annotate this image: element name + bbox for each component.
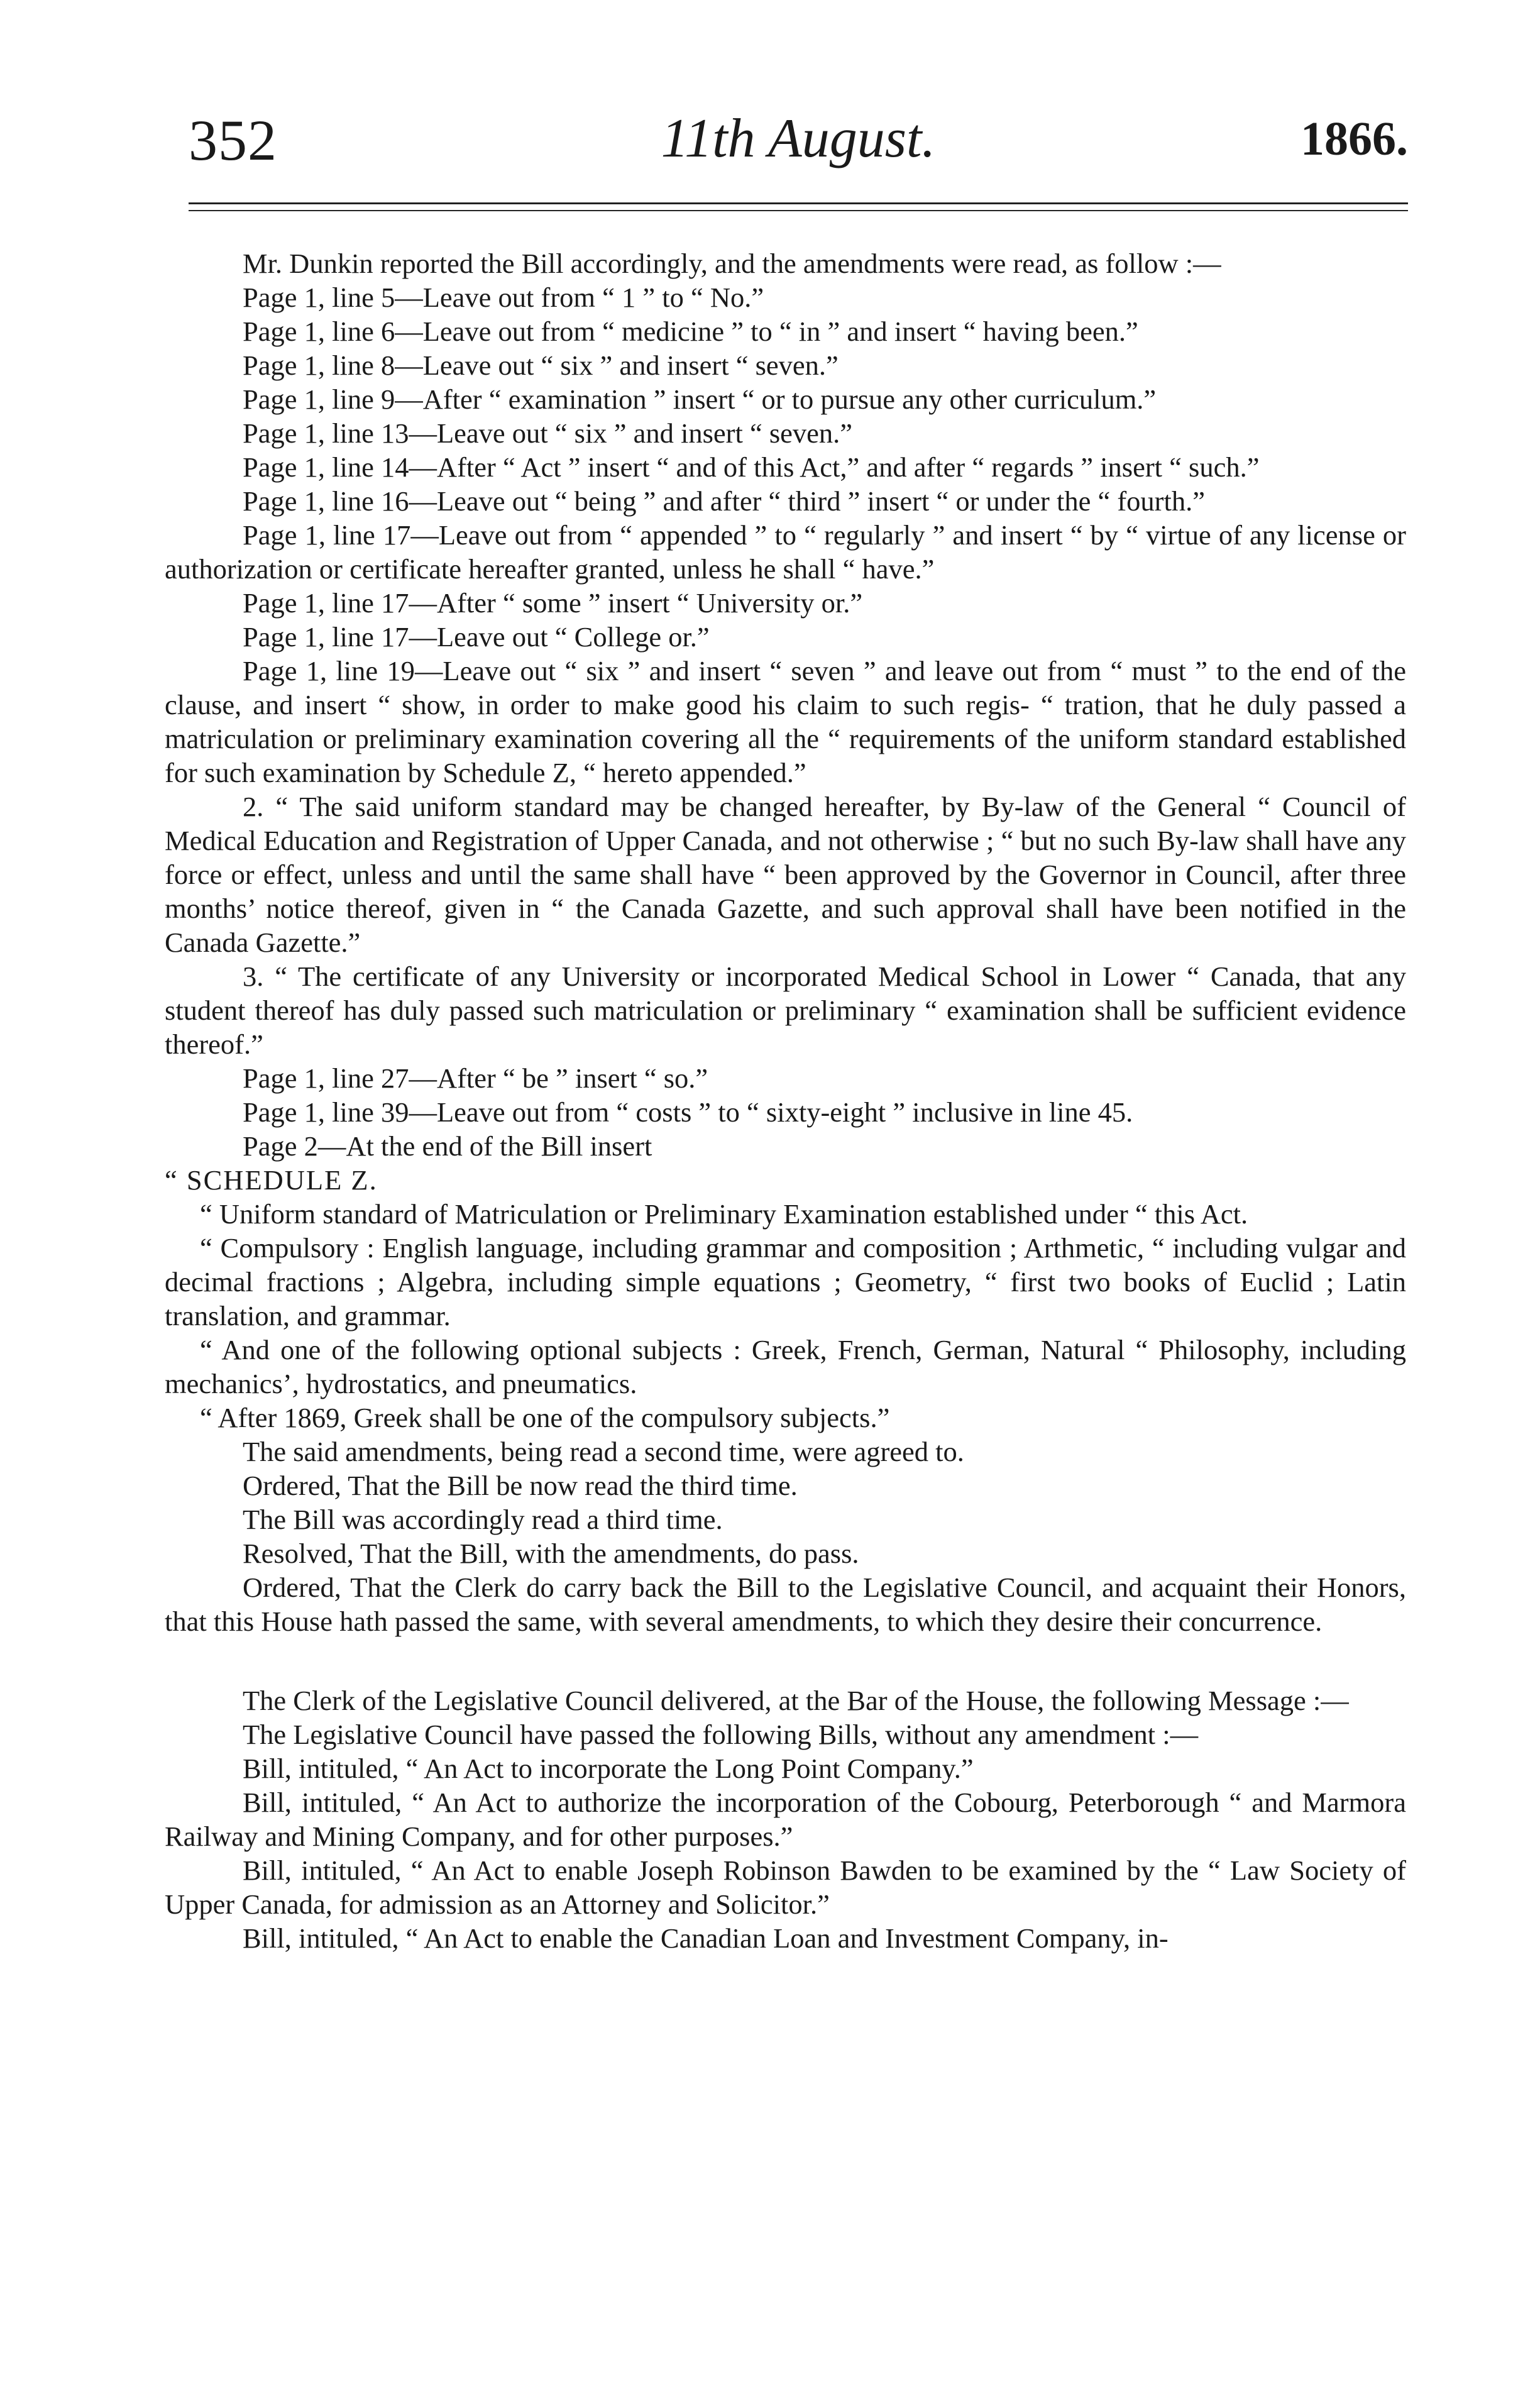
paragraph: “ Compulsory : English language, including grammar and composition ; Arthmetic, “ including vulgar and decimal fractions ; Algebra, including simple equations ; Geometry, “ first two books of Euclid ; Latin translation, and grammar.	[165, 1232, 1406, 1331]
header-date: 11th August.	[661, 108, 936, 169]
paragraph: Page 1, line 8—Leave out “ six ” and insert “ seven.”	[243, 350, 839, 381]
paragraph: Ordered, That the Bill be now read the third time.	[243, 1470, 798, 1501]
header-year: 1866.	[1301, 113, 1408, 165]
paragraph: Page 1, line 17—After “ some ” insert “ University or.”	[243, 587, 863, 619]
paragraph: Page 1, line 6—Leave out from “ medicine ” to “ in ” and insert “ having been.”	[243, 316, 1138, 347]
paragraph: Resolved, That the Bill, with the amendments, do pass.	[243, 1538, 859, 1569]
paragraph: Page 1, line 16—Leave out “ being ” and after “ third ” insert “ or under the “ fourth.”	[243, 485, 1205, 517]
paragraph: 2. “ The said uniform standard may be changed hereafter, by By-law of the General “ Council of Medical Education and Registration of Upper Canada, and not otherwise ; “ but no such By-law shall have any force or effect, unless and until the same shall have “ been approved by the Governor in Council, after three months’ notice thereof, given in “ the Canada Gazette, and such approval shall have been notified in the Canada Gazette.”	[165, 791, 1406, 958]
paragraph: Page 1, line 14—After “ Act ” insert “ and of this Act,” and after “ regards ” insert “ such.”	[243, 451, 1260, 483]
schedule-heading: “ SCHEDULE Z.	[165, 1164, 378, 1196]
paragraph: Bill, intituled, “ An Act to enable Joseph Robinson Bawden to be examined by the “ Law Society of Upper Canada, for admission as an Attorney and Solicitor.”	[165, 1855, 1406, 1920]
running-header	[189, 107, 1408, 201]
paragraph: Page 1, line 5—Leave out from “ 1 ” to “ No.”	[243, 282, 764, 313]
paragraph: The said amendments, being read a second time, were agreed to.	[243, 1436, 964, 1467]
paragraph: Bill, intituled, “ An Act to authorize the incorporation of the Cobourg, Peterborough “ and Marmora Railway and Mining Company, and for other purposes.”	[165, 1787, 1406, 1852]
paragraph: 3. “ The certificate of any University or incorporated Medical School in Lower “ Canada, that any student thereof has duly passed such matriculation or preliminary “ examination shall be sufficient evidence thereof.”	[165, 961, 1406, 1060]
paragraph: Page 1, line 19—Leave out “ six ” and insert “ seven ” and leave out from “ must ” to the end of the clause, and insert “ show, in order to make good his claim to such regis- “ tration, that he duly passed a matriculation or preliminary examination covering all the “ requirements of the uniform standard established for such examination by Schedule Z, “ hereto appended.”	[165, 655, 1406, 788]
paragraph: Mr. Dunkin reported the Bill accordingly, and the amendments were read, as follow :—	[243, 248, 1221, 279]
paragraph: “ And one of the following optional subjects : Greek, French, German, Natural “ Philosophy, including mechanics’, hydrostatics, and pneumatics.	[165, 1334, 1406, 1399]
paragraph: Page 1, line 27—After “ be ” insert “ so.”	[243, 1062, 708, 1094]
paragraph: Ordered, That the Clerk do carry back the Bill to the Legislative Council, and acquaint their Honors, that this House hath passed the same, with several amendments, to which they desire their concurrence.	[165, 1572, 1406, 1637]
paragraph: Page 2—At the end of the Bill insert	[243, 1130, 652, 1162]
paragraph: Bill, intituled, “ An Act to incorporate the Long Point Company.”	[243, 1753, 974, 1784]
journal-body	[165, 246, 1406, 1955]
paragraph: The Bill was accordingly read a third time.	[243, 1504, 723, 1535]
paragraph: Page 1, line 13—Leave out “ six ” and insert “ seven.”	[243, 417, 853, 449]
paragraph: Bill, intituled, “ An Act to enable the Canadian Loan and Investment Company, in-	[243, 1922, 1169, 1954]
paragraph: Page 1, line 17—Leave out from “ appended ” to “ regularly ” and insert “ by “ virtue of any license or authorization or certificate hereafter granted, unless he shall “ have.”	[165, 519, 1406, 585]
paragraph: Page 1, line 39—Leave out from “ costs ” to “ sixty-eight ” inclusive in line 45.	[243, 1096, 1133, 1128]
paragraph: Page 1, line 17—Leave out “ College or.”	[243, 621, 710, 653]
paragraph: The Clerk of the Legislative Council delivered, at the Bar of the House, the following Message :—	[243, 1685, 1349, 1716]
header-rule	[189, 202, 1408, 211]
paragraph: The Legislative Council have passed the following Bills, without any amendment :—	[243, 1719, 1199, 1750]
paragraph: “ Uniform standard of Matriculation or Preliminary Examination established under “ this Act.	[200, 1198, 1248, 1230]
paragraph: “ After 1869, Greek shall be one of the compulsory subjects.”	[200, 1402, 890, 1433]
paragraph: Page 1, line 9—After “ examination ” insert “ or to pursue any other curriculum.”	[243, 383, 1157, 415]
page-number: 352	[189, 108, 277, 172]
